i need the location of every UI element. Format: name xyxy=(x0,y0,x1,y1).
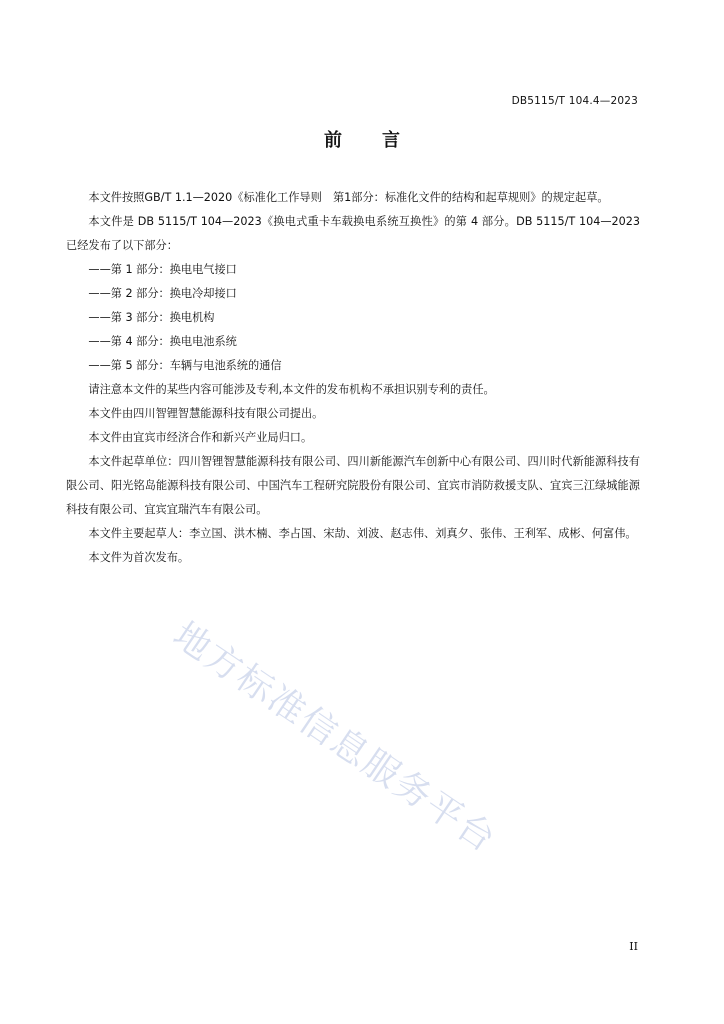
paragraph-proposer: 本文件由四川智锂智慧能源科技有限公司提出。 xyxy=(88,407,324,420)
paragraph-drafting-rule: 本文件按照GB/T 1.1—2020《标准化工作导则 第1部分：标准化文件的结构和起草规则》的规定起草。 xyxy=(88,191,609,204)
paragraph-patent-notice: 请注意本文件的某些内容可能涉及专利,本文件的发布机构不承担识别专利的责任。 xyxy=(88,383,495,396)
paragraph-drafting-units: 本文件起草单位：四川智锂智慧能源科技有限公司、四川新能源汽车创新中心有限公司、四川时代新能源科技有限公司、阳光铭岛能源科技有限公司、中国汽车工程研究院股份有限公司、宜宾市消防救援支队、宜宾三江绿城能源科技有限公司、宜宾宜瑞汽车有限公司。 xyxy=(66,455,640,516)
paragraph-drafters: 本文件主要起草人：李立国、洪木楠、李占国、宋劼、刘波、赵志伟、刘真夕、张伟、王利军、成彬、何富伟。 xyxy=(88,527,637,540)
list-item: ——第 2 部分：换电冷却接口 xyxy=(88,287,237,300)
paragraph-first-release: 本文件为首次发布。 xyxy=(88,551,190,564)
paragraph-part-statement: 本文件是 DB 5115/T 104—2023《换电式重卡车载换电系统互换性》的第 4 部分。DB 5115/T 104—2023已经发布了以下部分： xyxy=(66,215,640,252)
list-item: ——第 5 部分：车辆与电池系统的通信 xyxy=(88,359,282,372)
document-code: DB5115/T 104.4—2023 xyxy=(511,95,638,107)
page-title: 前言 xyxy=(324,130,440,151)
watermark: 地方标准信息服务平台 xyxy=(165,614,504,862)
document-body xyxy=(66,186,640,570)
list-item: ——第 4 部分：换电电池系统 xyxy=(88,335,237,348)
list-item: ——第 1 部分：换电电气接口 xyxy=(88,263,237,276)
list-item: ——第 3 部分：换电机构 xyxy=(88,311,215,324)
page-number: II xyxy=(629,940,638,953)
paragraph-administrator: 本文件由宜宾市经济合作和新兴产业局归口。 xyxy=(88,431,313,444)
